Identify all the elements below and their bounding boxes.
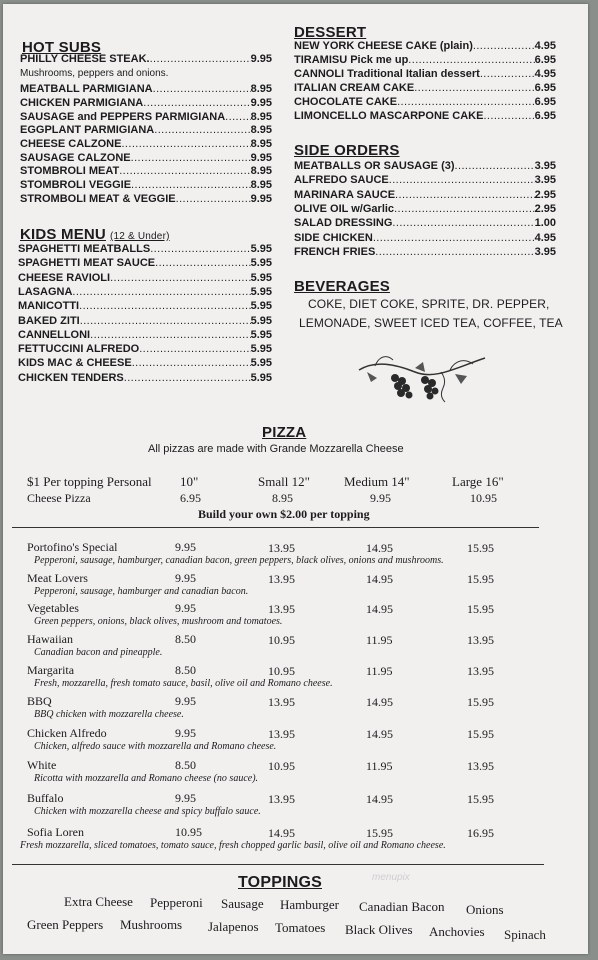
kids-menu-item-price: 5.95 — [250, 314, 272, 327]
pizza-heading: PIZZA — [262, 424, 307, 441]
pizza-description: Pepperoni, sausage, hamburger, canadian bacon, green peppers, black olives, onions and mushrooms. — [34, 555, 444, 566]
kids-menu-item-name: BAKED ZITI — [18, 314, 80, 327]
kids-menu-item-price: 5.95 — [250, 285, 272, 298]
hot-subs-item-name: PHILLY CHEESE STEAK. — [20, 53, 150, 65]
pizza-price: 15.95 — [467, 792, 494, 806]
kids-menu-item-price: 5.95 — [250, 328, 272, 341]
side-orders-item-name: SIDE CHICKEN — [294, 231, 373, 244]
hot-subs-item-name: MEATBALL PARMIGIANA — [20, 83, 153, 95]
pizza-description: Chicken, alfredo sauce with mozzarella and Romano cheese. — [34, 741, 277, 752]
pizza-price: 8.50 — [175, 758, 196, 772]
pizza-price: 9.95 — [175, 726, 196, 740]
pizza-size-header: 10" — [180, 474, 199, 489]
dessert-item — [294, 68, 556, 81]
pizza-price: 11.95 — [366, 759, 393, 773]
topping-item: Pepperoni — [150, 895, 203, 910]
dessert-item-leader — [480, 68, 535, 81]
cheese-pizza-cell: 8.95 — [272, 491, 293, 505]
hot-subs-item-leader — [121, 138, 250, 151]
hot-subs-item — [20, 97, 272, 110]
side-orders-item — [294, 189, 556, 202]
hot-subs-item-leader — [150, 53, 251, 66]
pizza-divider-top — [12, 527, 539, 528]
pizza-price: 8.50 — [175, 663, 196, 677]
build-your-own-note: Build your own $2.00 per topping — [198, 507, 370, 521]
pizza-name: Buffalo — [27, 791, 64, 805]
kids-menu-item-leader — [139, 343, 250, 356]
hot-subs-item — [20, 138, 272, 151]
pizza-price: 11.95 — [366, 664, 393, 678]
pizza-price: 11.95 — [366, 633, 393, 647]
kids-menu-item-leader — [90, 329, 250, 342]
hot-subs-item-name: SAUSAGE CALZONE — [20, 152, 131, 164]
side-orders-item-name: FRENCH FRIES — [294, 245, 376, 258]
hot-subs-item-leader — [154, 124, 250, 137]
cheese-pizza-cell: 10.95 — [470, 491, 497, 505]
kids-menu-item-name: MANICOTTI — [18, 300, 80, 313]
dessert-item-name: LIMONCELLO MASCARPONE CAKE — [294, 110, 484, 122]
side-orders-item-name: MEATBALLS OR SAUSAGE (3) — [294, 160, 455, 172]
hot-subs-item-leader — [119, 165, 250, 178]
pizza-price: 10.95 — [175, 825, 202, 839]
kids-menu-item-price: 5.95 — [250, 371, 272, 384]
dessert-item-price: 4.95 — [534, 68, 556, 80]
hot-subs-item — [20, 83, 272, 96]
hot-subs-item-leader — [225, 111, 250, 124]
kids-menu-item-name: CHICKEN TENDERS — [18, 371, 124, 384]
topping-item: Green Peppers — [27, 917, 104, 932]
side-orders-item-leader — [392, 217, 534, 230]
pizza-price: 10.95 — [268, 633, 295, 647]
side-orders-item-price: 4.95 — [534, 231, 556, 244]
hot-subs-note: Mushrooms, peppers and onions. — [20, 68, 169, 79]
pizza-price: 15.95 — [467, 602, 494, 616]
side-orders-item-leader — [394, 203, 535, 216]
pizza-size-header: Small 12" — [258, 474, 310, 489]
hot-subs-item-price: 8.95 — [250, 83, 272, 95]
pizza-name: Portofino's Special — [27, 540, 118, 554]
pizza-price: 13.95 — [268, 695, 295, 709]
hot-subs-item-name: STROMBOLI MEAT & VEGGIE — [20, 193, 176, 205]
hot-subs-item-price: 8.95 — [250, 124, 272, 136]
pizza-price: 10.95 — [268, 759, 295, 773]
dessert-item-leader — [408, 54, 534, 67]
topping-item: Canadian Bacon — [359, 899, 445, 914]
hot-subs-item — [20, 165, 272, 178]
pizza-price: 14.95 — [366, 792, 393, 806]
dessert-item — [294, 82, 556, 95]
hot-subs-item-name: STOMBROLI MEAT — [20, 165, 120, 177]
side-orders-item-price: 3.95 — [534, 174, 556, 187]
beverages-heading-text: BEVERAGES — [294, 278, 390, 295]
hot-subs-item — [20, 111, 272, 124]
kids-menu-item-leader — [124, 372, 251, 385]
topping-item: Anchovies — [429, 924, 485, 939]
hot-subs-item-leader — [131, 179, 251, 192]
pizza-description: Chicken with mozzarella cheese and spicy buffalo sauce. — [34, 806, 261, 817]
kids-menu-item-leader — [79, 300, 250, 313]
topping-item: Extra Cheese — [64, 894, 133, 909]
pizza-description: Fresh, mozzarella, fresh tomato sauce, basil, olive oil and Romano cheese. — [34, 678, 333, 689]
hot-subs-item-price: 8.95 — [250, 165, 272, 177]
topping-item: Spinach — [504, 927, 546, 942]
dessert-item-price: 6.95 — [534, 82, 556, 94]
dessert-item-name: CHOCOLATE CAKE — [294, 96, 398, 108]
dessert-item-price: 4.95 — [534, 40, 556, 52]
pizza-name: White — [27, 758, 57, 772]
hot-subs-item-price: 9.95 — [250, 193, 272, 205]
pizza-price: 13.95 — [467, 759, 494, 773]
hot-subs-item-leader — [176, 193, 251, 206]
kids-menu-item — [18, 315, 272, 328]
beverages-line: COKE, DIET COKE, SPRITE, DR. PEPPER, — [308, 297, 550, 311]
hot-subs-heading-text: HOT SUBS — [22, 39, 102, 56]
side-orders-item — [294, 174, 556, 187]
pizza-price: 9.95 — [175, 601, 196, 615]
hot-subs-item-leader — [143, 97, 250, 110]
pizza-subtitle: All pizzas are made with Grande Mozzarella Cheese — [148, 443, 404, 455]
dessert-item-name: CANNOLI Traditional Italian dessert — [294, 68, 480, 80]
kids-menu-item-name: KIDS MAC & CHEESE — [18, 357, 132, 370]
side-orders-item-price: 1.00 — [534, 217, 556, 230]
pizza-name: Margarita — [27, 663, 75, 677]
kids-menu-item-leader — [80, 315, 251, 328]
pizza-price: 13.95 — [268, 727, 295, 741]
side-orders-item-leader — [395, 189, 535, 202]
topping-item: Jalapenos — [208, 919, 259, 934]
pizza-description: Fresh mozzarella, sliced tomatoes, tomato sauce, fresh chopped garlic basil, olive oil and Romano cheese. — [20, 840, 446, 851]
hot-subs-item-price: 9.95 — [250, 97, 272, 109]
hot-subs-item-price: 9.95 — [250, 152, 272, 164]
kids-menu-item-leader — [150, 243, 250, 256]
hot-subs-item-leader — [131, 152, 251, 165]
cheese-pizza-cell: 9.95 — [370, 491, 391, 505]
beverages-line: LEMONADE, SWEET ICED TEA, COFFEE, TEA — [299, 316, 563, 330]
hot-subs-item — [20, 53, 272, 66]
dessert-item-leader — [473, 40, 535, 53]
grapes-illustration-icon — [355, 350, 490, 410]
pizza-divider-bottom — [12, 864, 544, 865]
pizza-description: BBQ chicken with mozzarella cheese. — [34, 709, 184, 720]
dessert-item-name: TIRAMISU Pick me up — [294, 54, 409, 66]
kids-menu-item-price: 5.95 — [250, 257, 272, 270]
topping-item: Mushrooms — [120, 917, 183, 932]
topping-item: Tomatoes — [275, 920, 326, 935]
dessert-item — [294, 54, 556, 67]
pizza-price: 15.95 — [366, 826, 393, 840]
pizza-price: 13.95 — [268, 572, 295, 586]
kids-menu-item-leader — [132, 357, 251, 370]
pizza-price: 8.50 — [175, 632, 196, 646]
pizza-price: 13.95 — [467, 664, 494, 678]
side-orders-item-name: MARINARA SAUCE — [294, 188, 396, 201]
dessert-heading-text: DESSERT — [294, 24, 367, 41]
side-orders-item-name: OLIVE OIL w/Garlic — [294, 202, 395, 215]
pizza-name: Sofia Loren — [27, 825, 84, 839]
hot-subs-item-name: STOMBROLI VEGGIE — [20, 179, 132, 191]
side-orders-item — [294, 160, 556, 173]
hot-subs-item — [20, 193, 272, 206]
hot-subs-item-price: 8.95 — [250, 138, 272, 150]
pizza-price: 15.95 — [467, 541, 494, 555]
hot-subs-item-price: 8.95 — [250, 111, 272, 123]
hot-subs-item-name: SAUSAGE and PEPPERS PARMIGIANA — [20, 111, 226, 123]
kids-menu-item — [18, 357, 272, 370]
topping-item: Hamburger — [280, 897, 339, 912]
dessert-item — [294, 96, 556, 109]
pizza-price: 13.95 — [268, 792, 295, 806]
pizza-price: 15.95 — [467, 572, 494, 586]
pizza-size-header: Medium 14" — [344, 474, 410, 489]
pizza-price: 9.95 — [175, 571, 196, 585]
kids-menu-item-price: 5.95 — [250, 357, 272, 370]
side-orders-item-leader — [375, 246, 534, 259]
pizza-price: 13.95 — [467, 633, 494, 647]
pizza-price: 9.95 — [175, 791, 196, 805]
side-orders-item — [294, 232, 556, 245]
hot-subs-item-name: EGGPLANT PARMIGIANA — [20, 124, 155, 136]
pizza-price: 14.95 — [366, 541, 393, 555]
pizza-size-header: $1 Per topping Personal — [27, 474, 152, 489]
pizza-name: Meat Lovers — [27, 571, 88, 585]
pizza-price: 10.95 — [268, 664, 295, 678]
pizza-price: 14.95 — [268, 826, 295, 840]
pizza-price: 15.95 — [467, 695, 494, 709]
dessert-item-price: 6.95 — [534, 110, 556, 122]
pizza-price: 9.95 — [175, 540, 196, 554]
kids-menu-item — [18, 372, 272, 385]
pizza-price: 9.95 — [175, 694, 196, 708]
kids-menu-item — [18, 286, 272, 299]
side-orders-item-name: SALAD DRESSING — [294, 217, 393, 230]
kids-menu-item — [18, 272, 272, 285]
dessert-heading — [294, 24, 366, 41]
side-orders-heading — [294, 142, 400, 159]
hot-subs-item-name: CHEESE CALZONE — [20, 138, 122, 150]
kids-menu-item-price: 5.95 — [250, 343, 272, 356]
dessert-item-name: NEW YORK CHEESE CAKE (plain) — [294, 40, 473, 52]
side-orders-item-price: 2.95 — [534, 202, 556, 215]
kids-menu-item-leader — [72, 286, 250, 299]
kids-menu-item-leader — [110, 272, 250, 285]
beverages-heading — [294, 278, 390, 295]
kids-menu-item — [18, 257, 272, 270]
kids-menu-item — [18, 329, 272, 342]
kids-menu-item — [18, 243, 272, 256]
kids-menu-heading — [20, 226, 170, 243]
topping-item: Sausage — [221, 896, 264, 911]
kids-menu-item-name: SPAGHETTI MEAT SAUCE — [18, 257, 156, 270]
dessert-item — [294, 40, 556, 53]
pizza-description: Canadian bacon and pineapple. — [34, 647, 163, 658]
pizza-price: 13.95 — [268, 602, 295, 616]
topping-item: Onions — [466, 902, 504, 917]
dessert-item-price: 6.95 — [534, 54, 556, 66]
pizza-name: Vegetables — [27, 601, 79, 615]
dessert-item-name: ITALIAN CREAM CAKE — [294, 82, 415, 94]
pizza-name: Chicken Alfredo — [27, 726, 107, 740]
hot-subs-item-leader — [153, 83, 251, 96]
side-orders-item-price: 2.95 — [534, 188, 556, 201]
side-orders-item — [294, 217, 556, 230]
side-orders-item-name: ALFREDO SAUCE — [294, 174, 389, 187]
toppings-heading: TOPPINGS — [238, 874, 322, 891]
cheese-pizza-cell: Cheese Pizza — [27, 491, 91, 505]
kids-menu-heading-subtitle: (12 & Under) — [109, 231, 170, 242]
hot-subs-item — [20, 124, 272, 137]
pizza-price: 15.95 — [467, 727, 494, 741]
kids-menu-item — [18, 300, 272, 313]
pizza-name: Hawaiian — [27, 632, 73, 646]
kids-menu-item — [18, 343, 272, 356]
watermark-logo: menupix — [372, 872, 410, 883]
dessert-item-leader — [414, 82, 534, 95]
kids-menu-heading-text: KIDS MENU — [20, 226, 106, 243]
topping-item: Black Olives — [345, 922, 413, 937]
dessert-item-leader — [397, 96, 535, 109]
kids-menu-item-name: LASAGNA — [18, 285, 73, 298]
pizza-price: 14.95 — [366, 572, 393, 586]
side-orders-item-price: 3.95 — [534, 160, 556, 172]
side-orders-heading-text: SIDE ORDERS — [294, 142, 400, 159]
side-orders-item — [294, 246, 556, 259]
pizza-description: Pepperoni, sausage, hamburger and canadian bacon. — [34, 586, 249, 597]
pizza-price: 14.95 — [366, 695, 393, 709]
kids-menu-item-name: SPAGHETTI MEATBALLS — [18, 243, 151, 255]
side-orders-item-price: 3.95 — [534, 245, 556, 258]
hot-subs-item — [20, 179, 272, 192]
side-orders-item-leader — [389, 174, 535, 187]
hot-subs-item-price: 8.95 — [250, 179, 272, 191]
side-orders-item-leader — [373, 232, 535, 245]
kids-menu-item-leader — [155, 257, 250, 270]
kids-menu-item-price: 5.95 — [250, 243, 272, 255]
hot-subs-item-price: 9.95 — [250, 53, 272, 65]
pizza-name: BBQ — [27, 694, 52, 708]
pizza-price: 14.95 — [366, 602, 393, 616]
side-orders-item — [294, 203, 556, 216]
dessert-item — [294, 110, 556, 123]
hot-subs-item — [20, 152, 272, 165]
pizza-price: 16.95 — [467, 826, 494, 840]
side-orders-item-leader — [455, 160, 535, 173]
kids-menu-item-price: 5.95 — [250, 271, 272, 284]
cheese-pizza-cell: 6.95 — [180, 491, 201, 505]
kids-menu-item-price: 5.95 — [250, 300, 272, 313]
kids-menu-item-name: FETTUCCINI ALFREDO — [18, 343, 140, 356]
pizza-size-header: Large 16" — [452, 474, 504, 489]
dessert-item-price: 6.95 — [534, 96, 556, 108]
dessert-item-leader — [483, 110, 534, 123]
hot-subs-item-name: CHICKEN PARMIGIANA — [20, 97, 144, 109]
pizza-description: Ricotta with mozzarella and Romano cheese (no sauce). — [34, 773, 259, 784]
kids-menu-item-name: CHEESE RAVIOLI — [18, 271, 111, 284]
kids-menu-item-name: CANNELLONI — [18, 328, 91, 341]
pizza-price: 14.95 — [366, 727, 393, 741]
pizza-price: 13.95 — [268, 541, 295, 555]
pizza-description: Green peppers, onions, black olives, mushroom and tomatoes. — [34, 616, 283, 627]
